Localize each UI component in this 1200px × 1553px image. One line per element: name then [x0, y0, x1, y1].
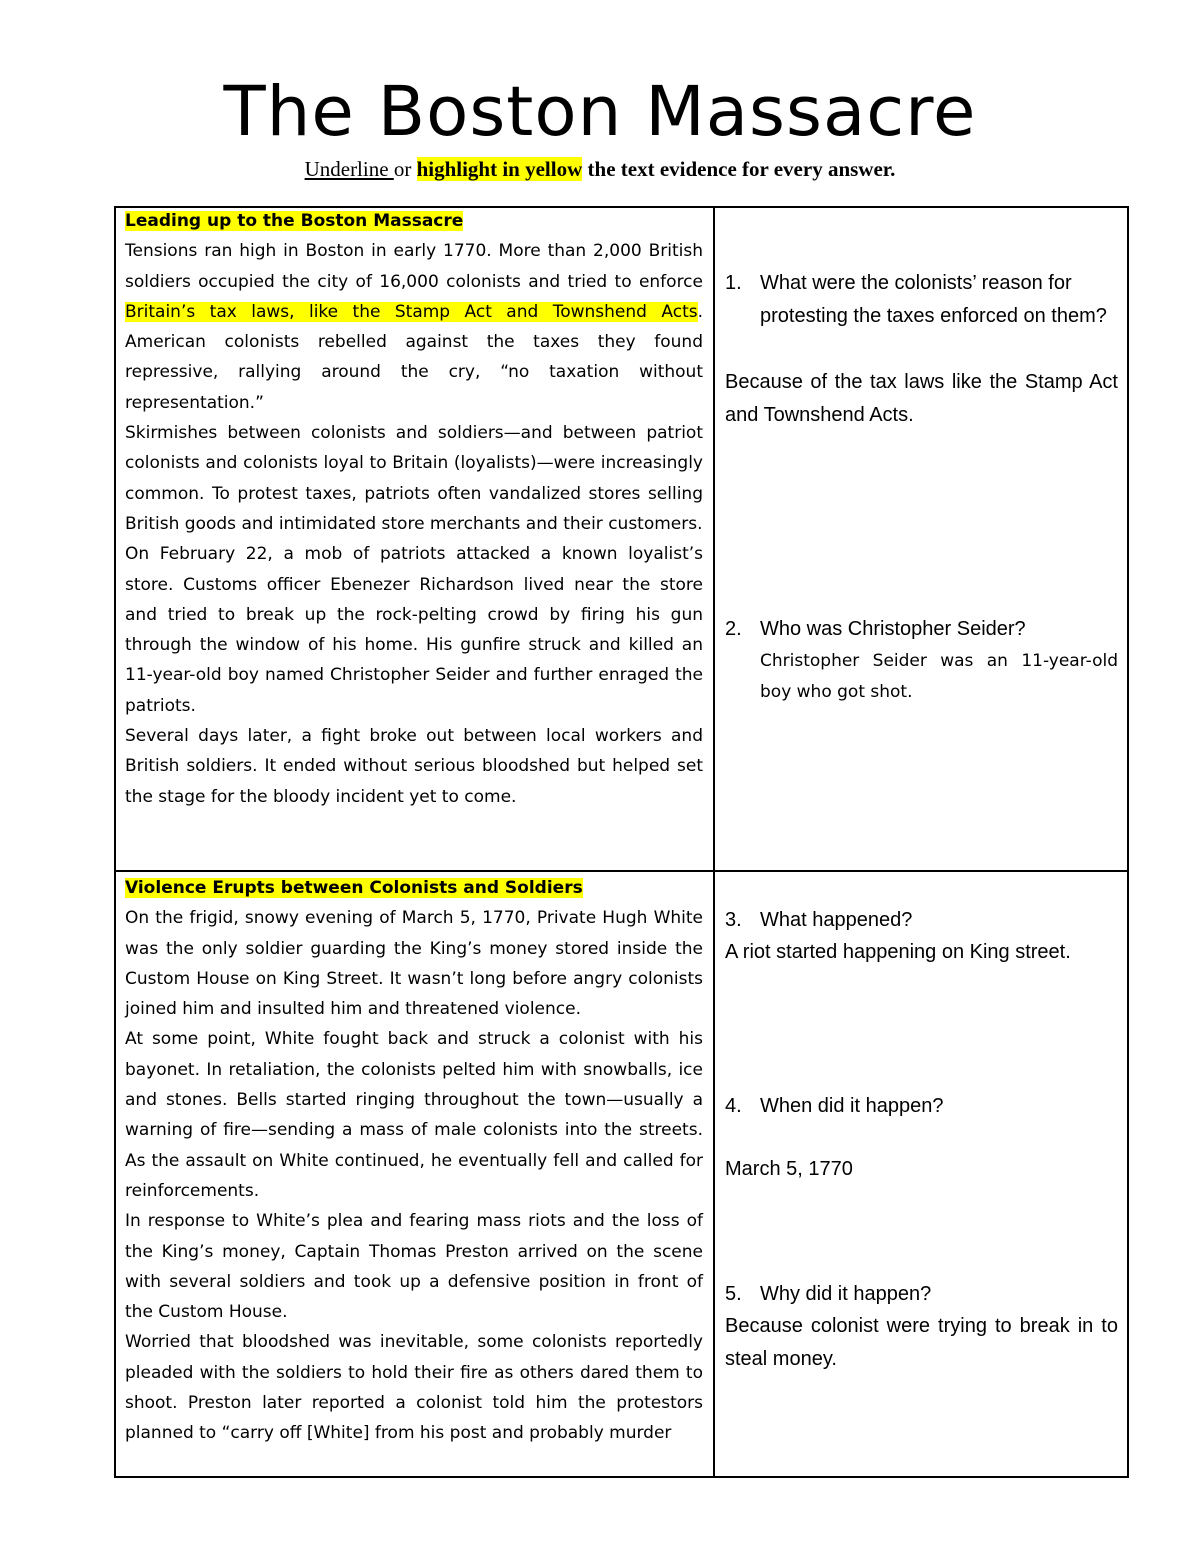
answer-2: Christopher Seider was an 11-year-old boy who got shot. — [760, 651, 1118, 702]
instructions-underline-word: Underline — [304, 157, 394, 181]
question-text: What were the colonists’ reason for protesting the taxes enforced on them? — [760, 272, 1107, 327]
question-1 — [725, 267, 1118, 333]
paragraph-text: Tensions ran high in Boston in early 1770. More than 2,000 British soldiers occupied the city of 16,000 colonists and tried to enforce — [125, 241, 703, 292]
paragraph: Several days later, a fight broke out between local workers and British soldiers. It ended without serious bloodshed but helped set the stage for the bloody incident yet to come. — [125, 726, 703, 807]
page-title: The Boston Massacre — [223, 72, 977, 152]
paragraph-text: . American colonists rebelled against the taxes they found repressive, rallying around the cry, “no taxation without representation.” — [125, 301, 703, 413]
paragraph: On the frigid, snowy evening of March 5, 1770, Private Hugh White was the only soldier guarding the King’s money stored inside the Custom House on King Street. It wasn’t long before angry colonists joined him and insulted him and threatened violence. — [125, 908, 703, 1020]
instructions — [0, 155, 1200, 183]
passage-section-1 — [125, 206, 703, 812]
section-heading: Leading up to the Boston Massacre — [125, 211, 464, 231]
section-heading: Violence Erupts between Colonists and Soldiers — [125, 878, 583, 898]
highlighted-evidence: Britain’s tax laws, like the Stamp Act and Townshend Acts — [125, 301, 698, 322]
question-number: 2. — [725, 618, 742, 640]
instructions-highlight-phrase: highlight in yellow — [416, 157, 583, 181]
question-text: Why did it happen? — [760, 1283, 932, 1305]
question-number: 5. — [725, 1283, 742, 1305]
table-border-middle — [114, 870, 1129, 872]
passage-section-2-clip — [116, 873, 714, 1477]
instructions-or: or — [393, 157, 417, 181]
question-number: 1. — [725, 272, 742, 294]
question-2 — [725, 613, 1118, 646]
answer-4: March 5, 1770 — [725, 1158, 853, 1180]
passage-section-2 — [125, 873, 703, 1449]
paragraph — [125, 236, 703, 418]
paragraph: At some point, White fought back and struck a colonist with his bayonet. In retaliation, the colonists pelted him with snowballs, ice and stones. Bells started ringing throughout the town—usually a warning of fire—sending a mass of male colonists into the streets. As the assault on White continued, he eventually fell and called for reinforcements. — [125, 1029, 703, 1201]
paragraph: On February 22, a mob of patriots attacked a known loyalist’s store. Customs officer Ebenezer Richardson lived near the store and tried to break up the rock-pelting crowd by firing his gun through the window of his home. His gunfire struck and killed an 11-year-old boy named Christopher Seider and further enraged the patriots. — [125, 544, 703, 716]
question-text: What happened? — [760, 909, 913, 931]
question-number: 3. — [725, 909, 742, 931]
question-3 — [725, 904, 1118, 937]
paragraph: Skirmishes between colonists and soldiers—and between patriot colonists and colonists loyal to Britain (loyalists)—were increasingly common. To protest taxes, patriots often vandalized stores selling British goods and intimidated store merchants and their customers. — [125, 423, 703, 534]
instructions-rest: the text evidence for every answer. — [582, 157, 896, 181]
answer-3: A riot started happening on King street. — [725, 941, 1071, 963]
paragraph: Worried that bloodshed was inevitable, some colonists reportedly pleaded with the soldiers to hold their fire as others dared them to shoot. Preston later reported a colonist told him the protestors planned to “carry off [White] from his post and probably murder — [125, 1332, 703, 1444]
question-5 — [725, 1278, 1118, 1311]
answer-1: Because of the tax laws like the Stamp Act and Townshend Acts. — [725, 371, 1118, 426]
answer-5: Because colonist were trying to break in to steal money. — [725, 1315, 1118, 1370]
question-text: When did it happen? — [760, 1095, 944, 1117]
table-border-right — [1127, 206, 1129, 1478]
question-4 — [725, 1090, 1118, 1123]
paragraph: In response to White’s plea and fearing mass riots and the loss of the King’s money, Captain Thomas Preston arrived on the scene with several soldiers and took up a defensive position in front of the Custom House. — [125, 1211, 703, 1323]
question-number: 4. — [725, 1095, 742, 1117]
question-text: Who was Christopher Seider? — [760, 618, 1026, 640]
